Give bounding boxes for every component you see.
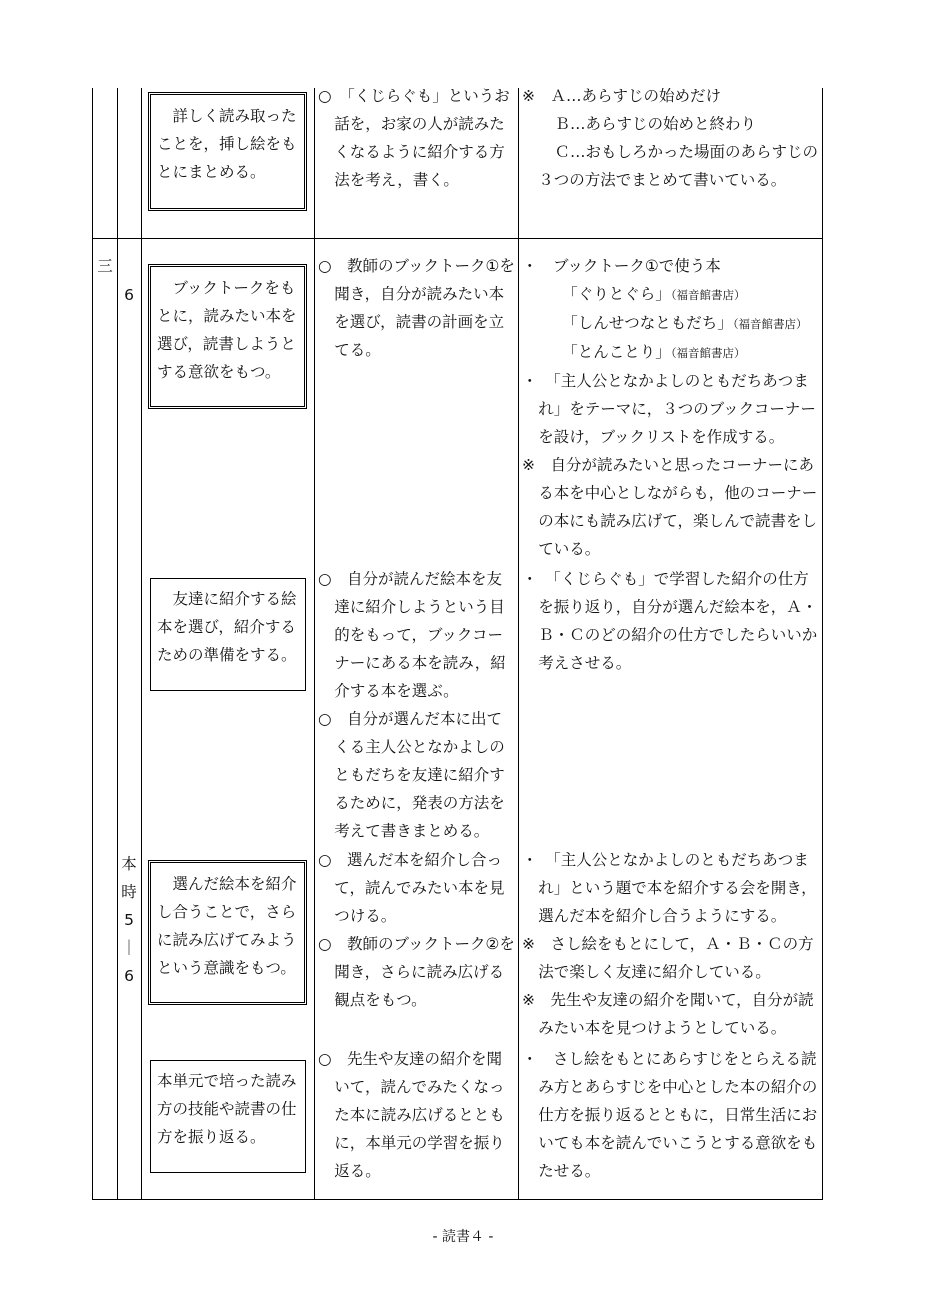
- activity-text: ○ 自分が読んだ絵本を友達に紹介しようという目的をもって，ブックコーナーにある本を読み，紹介する本を選ぶ。: [318, 570, 506, 700]
- stage-label: 三: [97, 257, 113, 275]
- book-publisher: （福音館書店）: [670, 346, 746, 360]
- support-text: ・ 「主人公となかよしのともだちあつまれ」をテーマに，３つのブックコーナーを設け，ブックリストを作成する。: [522, 372, 816, 446]
- support-cell: [522, 252, 820, 563]
- goal-text: 詳しく読み取ったことを，挿し絵をもとにまとめる。: [157, 107, 297, 181]
- activity-cell: [318, 252, 515, 364]
- goal-box-double: [148, 860, 307, 1005]
- table-col-divider-1: [117, 88, 118, 1200]
- activity-text: ○ 教師のブックトーク①を聞き，自分が読みたい本を選び，読書の計画を立てる。: [318, 257, 515, 359]
- support-text: ・ さし絵をもとにあらすじをとらえる読み方とあらすじを中心とした本の紹介の仕方を振り返るとともに，日常生活においても本を読んでいこうとする意欲をもたせる。: [522, 1050, 818, 1180]
- goal-text: ブックトークをもとに，読みたい本を選び，読書しようとする意欲をもつ。: [157, 279, 297, 381]
- hour-char: ｜: [121, 939, 137, 957]
- activity-cell: [318, 565, 515, 845]
- support-cell: [522, 846, 820, 1042]
- table-col-divider-2: [141, 88, 142, 1200]
- support-cell: [522, 82, 820, 194]
- page-footer: - 読書４ -: [432, 1229, 494, 1245]
- table-row-divider: [92, 238, 823, 239]
- support-text: ・ 「くじらぐも」で学習した紹介の仕方を振り返り，自分が選んだ絵本を，Ａ・Ｂ・Ｃのどの紹介の仕方でしたらいいか考えさせる。: [522, 570, 818, 672]
- support-text: ※ 自分が読みたいと思ったコーナーにある本を中心としながらも，他のコーナーの本にも読み広げて，楽しんで読書をしている。: [522, 456, 818, 558]
- activity-text: ○ 「くじらぐも」というお話を，お家の人が読みたくなるように紹介する方法を考え，書く。: [318, 87, 510, 189]
- support-cell: [522, 565, 820, 677]
- book-item: [522, 338, 820, 367]
- goal-text: 本単元で培った読み方の技能や読書の仕方を振り返る。: [157, 1072, 297, 1146]
- table-border-right: [822, 88, 823, 1200]
- goal-box-single: [150, 578, 306, 691]
- support-text: ・ ブックトーク①で使う本: [522, 257, 721, 275]
- hour-char: 時: [121, 883, 137, 901]
- hour-char: 5: [124, 911, 134, 929]
- support-text: ・ 「主人公となかよしのともだちあつまれ」という題で本を紹介する会を開き，選んだ本を紹介し合うようにする。: [522, 851, 817, 925]
- support-cell: [522, 1045, 820, 1185]
- book-item: [522, 280, 820, 309]
- activity-text: ○ 先生や友達の紹介を聞いて，読んでみたくなった本に読み広げるとともに，本単元の学習を振り返る。: [318, 1050, 505, 1180]
- table-col-divider-4: [518, 88, 519, 1200]
- activity-text: ○ 自分が選んだ本に出てくる主人公となかよしのともだちを友達に紹介するために，発表の方法を考えて書きまとめる。: [318, 710, 505, 840]
- hour-char: 6: [124, 967, 134, 985]
- activity-cell: [318, 82, 515, 194]
- activity-cell: [318, 1045, 515, 1185]
- support-text: ※ さし絵をもとにして，Ａ・Ｂ・Ｃの方法で楽しく友達に紹介している。: [522, 935, 814, 981]
- activity-text: ○ 選んだ本を紹介し合って，読んでみたい本を見つける。: [318, 851, 505, 925]
- hour-char: 本: [121, 855, 137, 873]
- hour-count: 6: [124, 286, 134, 304]
- book-publisher: （福音館書店）: [732, 317, 808, 331]
- table-border-left: [92, 88, 93, 1200]
- book-title: 「しんせつなともだち」: [562, 314, 733, 332]
- book-item: [522, 309, 820, 338]
- goal-box-single: [150, 1060, 306, 1173]
- goal-box-double: [148, 92, 307, 211]
- support-line: ※ Ａ…あらすじの始めだけ: [522, 87, 721, 105]
- goal-box-double: [148, 264, 307, 409]
- activity-text: ○ 教師のブックトーク②を聞き，さらに読み広げる観点をもつ。: [318, 935, 515, 1009]
- book-publisher: （福音館書店）: [670, 288, 746, 302]
- book-title: 「とんことり」: [562, 343, 671, 361]
- table-border-bottom: [92, 1199, 823, 1200]
- table-col-divider-3: [314, 88, 315, 1200]
- activity-cell: [318, 846, 515, 1014]
- support-line: Ｂ…あらすじの始めと終わり: [554, 115, 757, 133]
- hour-label-vertical: [118, 850, 140, 990]
- book-title: 「ぐりとぐら」: [562, 285, 671, 303]
- support-line: Ｃ…おもしろかった場面のあらすじの３つの方法でまとめて書いている。: [538, 143, 819, 189]
- goal-text: 友達に紹介する絵本を選び，紹介するための準備をする。: [157, 590, 297, 664]
- support-text: ※ 先生や友達の紹介を聞いて，自分が読みたい本を見つけようとしている。: [522, 991, 814, 1037]
- goal-text: 選んだ絵本を紹介し合うことで，さらに読み広げてみようという意識をもつ。: [157, 875, 297, 977]
